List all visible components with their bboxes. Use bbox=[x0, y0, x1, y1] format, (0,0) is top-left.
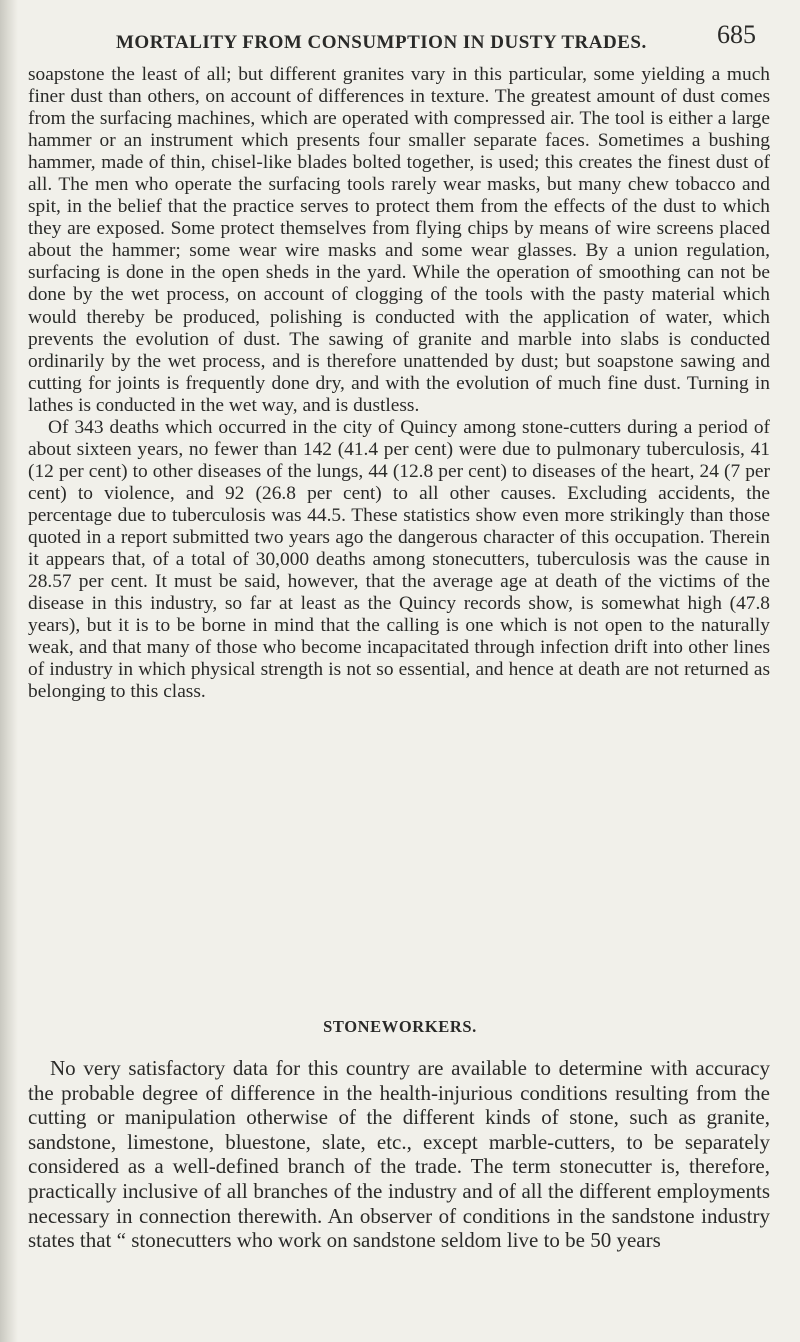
page-header bbox=[116, 14, 756, 54]
paragraph-continued: soapstone the least of all; but different granites vary in this particular, some yielding a much finer dust than others, on account of differences in texture. The greatest amount of dust comes from the surfacing machines, which are operated with compressed air. The tool is either a large hammer or an instrument which presents four smaller separate faces. Sometimes a bushing hammer, made of thin, chisel-like blades bolted together, is used; this creates the finest dust of all. The men who operate the surfacing tools rarely wear masks, but many chew tobacco and spit, in the belief that the practice serves to protect them from the effects of the dust to which they are exposed. Some protect themselves from flying chips by means of wire screens placed about the hammer; some wear wire masks and some wear glasses. By a union regulation, surfacing is done in the open sheds in the yard. While the operation of smoothing can not be done by the wet process, on account of clogging of the tools with the pasty material which would thereby be produced, polishing is conducted with the application of water, which prevents the evolution of dust. The sawing of granite and marble into slabs is conducted ordinarily by the wet process, and is therefore unattended by dust; but soapstone sawing and cutting for joints is frequently done dry, and with the evolution of much fine dust. Turning in lathes is conducted in the wet way, and is dustless. bbox=[28, 64, 770, 416]
page-number: 685 bbox=[717, 20, 756, 49]
paragraph-quincy-deaths: Of 343 deaths which occurred in the city of Quincy among stone-cutters during a period of about sixteen years, no fewer than 142 (41.4 per cent) were due to pulmonary tuberculosis, 41 (12 per cent) to other diseases of the lungs, 44 (12.8 per cent) to diseases of the heart, 24 (7 per cent) to violence, and 92 (26.8 per cent) to all other causes. Excluding accidents, the percentage due to tuberculosis was 44.5. These statistics show even more strikingly than those quoted in a report submitted two years ago the dangerous character of this occupation. Therein it appears that, of a total of 30,000 deaths among stonecutters, tuberculosis was the cause in 28.57 per cent. It must be said, however, that the average age at death of the victims of the disease in this industry, so far at least as the Quincy records show, is somewhat high (47.8 years), but it is to be borne in mind that the calling is one which is not open to the naturally weak, and that many of those who become incapacitated through infection drift into other lines of industry in which physical strength is not so essential, and hence at death are not returned as belonging to this class. bbox=[28, 416, 770, 703]
section-text bbox=[28, 1056, 770, 1253]
binding-gutter bbox=[0, 0, 18, 1342]
section-heading: STONEWORKERS. bbox=[323, 1017, 477, 1036]
running-head: MORTALITY FROM CONSUMPTION IN DUSTY TRADES. bbox=[116, 32, 647, 53]
body-text bbox=[28, 64, 770, 703]
paragraph-stoneworkers: No very satisfactory data for this country are available to determine with accuracy the probable degree of difference in the health-injurious conditions resulting from the cutting or manipulation otherwise of the different kinds of stone, such as granite, sandstone, limestone, bluestone, slate, etc., except marble-cutters, to be separately considered as a well-defined branch of the trade. The term stonecutter is, therefore, practically inclusive of all branches of the industry and of all the different employments necessary in connection therewith. An observer of conditions in the sandstone industry states that “ stonecutters who work on sandstone seldom live to be 50 years bbox=[28, 1056, 770, 1253]
